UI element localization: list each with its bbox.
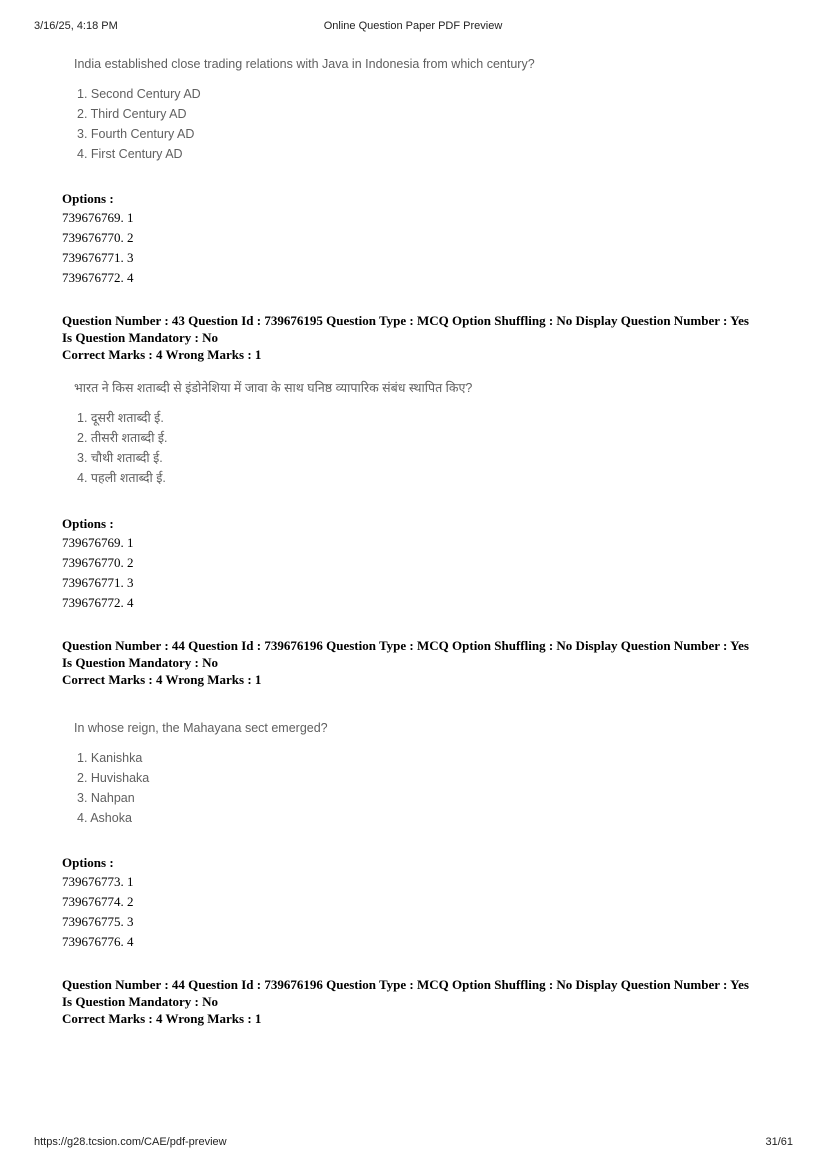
option-id: 739676769. 1 [62,535,134,550]
print-header [0,20,826,34]
question-meta-44-repeat [62,976,782,1028]
question-text: भारत ने किस शताब्दी से इंडोनेशिया में जावा के साथ घनिष्ठ व्यापारिक संबंध स्थापित किए? [74,381,473,395]
choice-item: 4. First Century AD [77,147,183,161]
question-image-44-en [74,718,328,828]
choice-item: 4. पहली शताब्दी ई. [77,471,166,485]
options-label: Options : [62,191,114,206]
question-meta-line: Question Number : 44 Question Id : 739676196 Question Type : MCQ Option Shuffling : No Display Question Number : Yes [62,638,749,653]
print-footer [0,1136,826,1150]
option-id: 739676772. 4 [62,595,134,610]
choice-item: 1. Second Century AD [77,87,201,101]
choice-list [77,408,472,488]
choice-item: 2. Third Century AD [77,107,187,121]
page-number: 31/61 [765,1136,793,1148]
question-meta-line: Question Number : 44 Question Id : 739676196 Question Type : MCQ Option Shuffling : No Display Question Number : Yes [62,977,749,992]
options-label: Options : [62,516,114,531]
print-url[interactable]: https://g28.tcsion.com/CAE/pdf-preview [34,1136,227,1148]
question-text: In whose reign, the Mahayana sect emerged? [74,721,328,735]
choice-item: 3. Nahpan [77,791,135,805]
question-meta-44 [62,637,782,689]
mandatory-line: Is Question Mandatory : No [62,330,219,345]
marks-line: Correct Marks : 4 Wrong Marks : 1 [62,347,262,362]
option-id: 739676769. 1 [62,210,134,225]
marks-line: Correct Marks : 4 Wrong Marks : 1 [62,1011,262,1026]
marks-line: Correct Marks : 4 Wrong Marks : 1 [62,672,262,687]
print-datetime: 3/16/25, 4:18 PM [34,20,118,32]
option-id: 739676770. 2 [62,230,134,245]
choice-item: 3. चौथी शताब्दी ई. [77,451,163,465]
print-title: Online Question Paper PDF Preview [323,20,503,32]
question-image-42-en [74,54,535,164]
options-label: Options : [62,855,114,870]
mandatory-line: Is Question Mandatory : No [62,655,219,670]
choice-item: 4. Ashoka [77,811,132,825]
choice-item: 2. तीसरी शताब्दी ई. [77,431,168,445]
options-list-42-en [62,190,782,288]
option-id: 739676771. 3 [62,575,134,590]
option-id: 739676772. 4 [62,270,134,285]
option-id: 739676775. 3 [62,914,134,929]
choice-item: 3. Fourth Century AD [77,127,195,141]
question-meta-line: Question Number : 43 Question Id : 739676195 Question Type : MCQ Option Shuffling : No Display Question Number : Yes [62,313,749,328]
choice-item: 1. दूसरी शताब्दी ई. [77,411,164,425]
option-id: 739676774. 2 [62,894,134,909]
mandatory-line: Is Question Mandatory : No [62,994,219,1009]
options-list-43 [62,515,782,613]
question-meta-43 [62,312,782,364]
option-id: 739676770. 2 [62,555,134,570]
choice-list [77,748,328,828]
choice-list [77,84,535,164]
choice-item: 1. Kanishka [77,751,143,765]
option-id: 739676776. 4 [62,934,134,949]
question-text: India established close trading relations with Java in Indonesia from which century? [74,57,535,71]
question-image-43-hi [74,378,472,488]
option-id: 739676771. 3 [62,250,134,265]
option-id: 739676773. 1 [62,874,134,889]
options-list-44 [62,854,782,952]
choice-item: 2. Huvishaka [77,771,150,785]
